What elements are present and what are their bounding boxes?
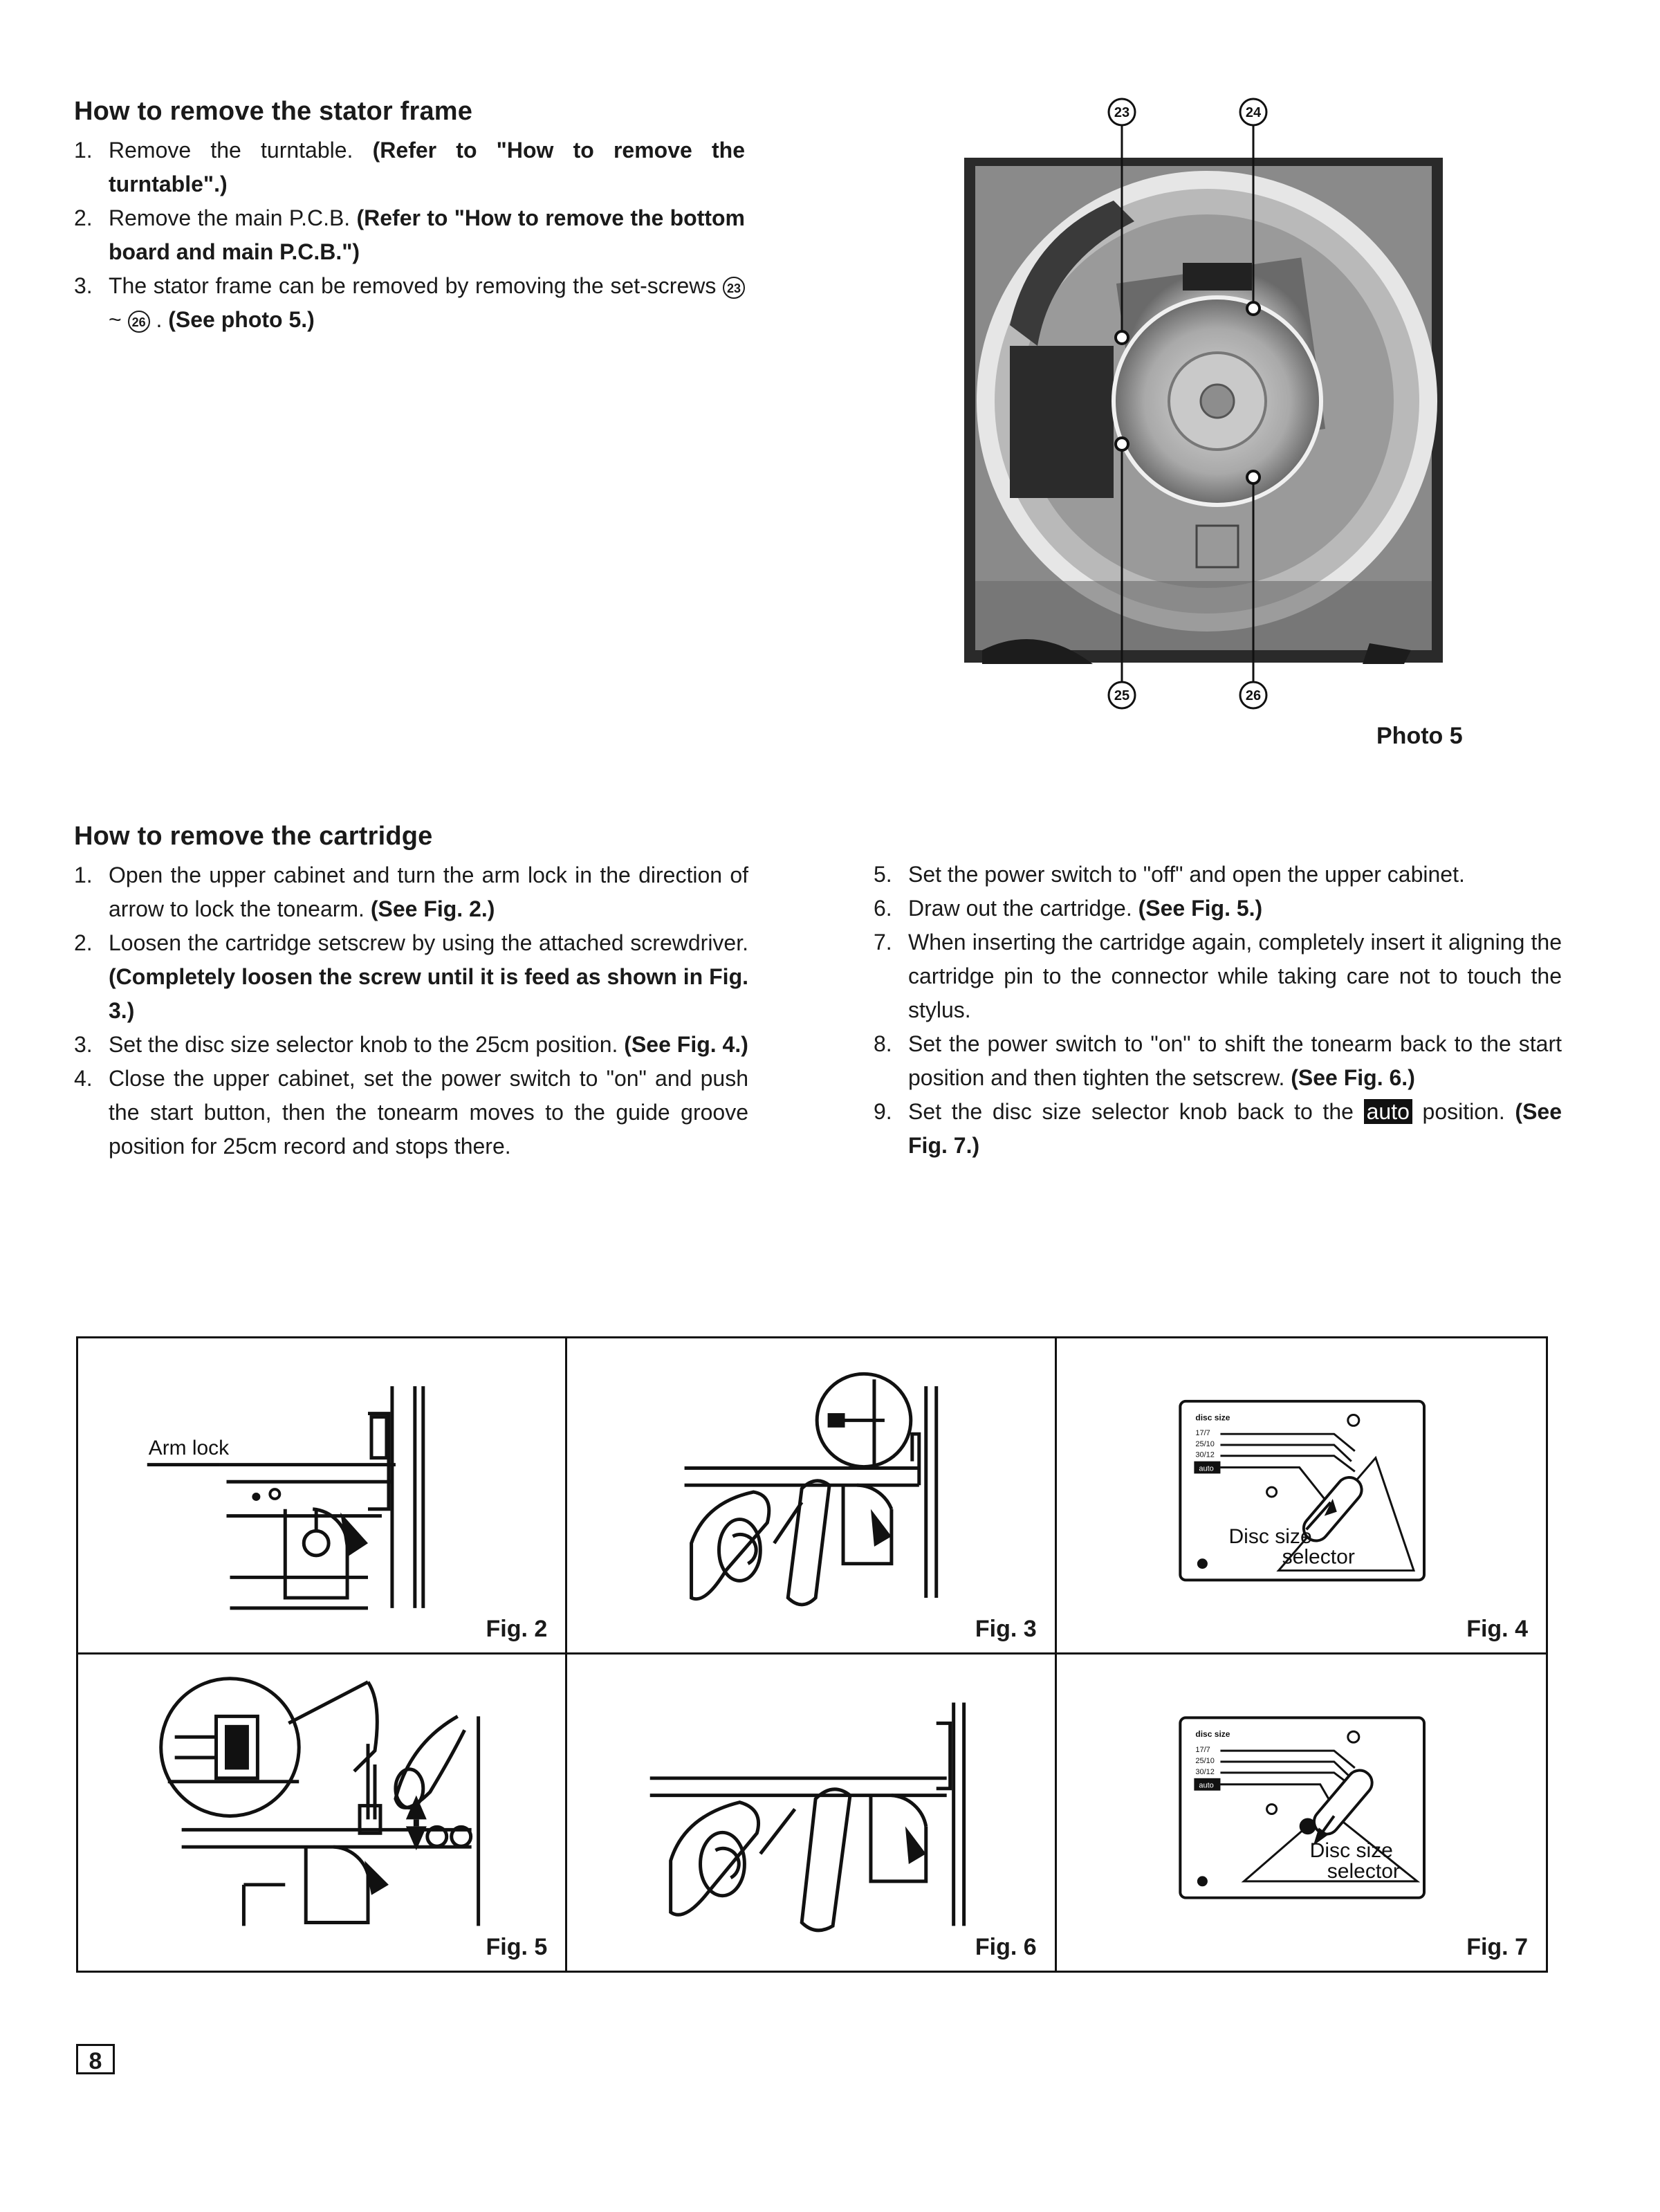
cartridge-step-7: 7. When inserting the cartridge again, completely insert it aligning the cartridge pin to the connector while taking care not to touch the stylus. [874,930,1562,1022]
fig-6-label: Fig. 6 [975,1934,1037,1960]
photo-5 [954,97,1452,719]
fig-4-cell [1057,1338,1546,1655]
size-30-12: 30/12 [1195,1450,1215,1459]
screw-24 [1247,302,1260,315]
fig-3-drawing [567,1338,1054,1652]
fig-7-drawing [1057,1655,1546,1971]
screw-label-24: 24 [1245,105,1262,120]
stator-section [74,97,745,337]
disc-size-title-fig7: disc size [1195,1729,1230,1740]
screw-23 [1116,331,1128,344]
cartridge-step-4: 4. Close the upper cabinet, set the power switch to "on" and push the start button, then the tonearm moves to the guide groove position for 25cm record and stops there. [74,1066,748,1159]
screw-label-23: 23 [1114,105,1130,120]
cartridge-heading: How to remove the cartridge [74,822,433,851]
screw-26 [1247,471,1260,483]
photo-caption: Photo 5 [1376,723,1463,749]
stator-step-1: 1. Remove the turntable. (Refer to "How to remove the turntable".) [74,138,745,196]
disc-size-callout-line2-fig7: selector [1327,1859,1400,1883]
cartridge-step-9: 9. Set the disc size selector knob back to the auto position. (See Fig. 7.) [874,1099,1562,1158]
fig-2-drawing [78,1338,565,1652]
disc-size-callout-line1-fig7: Disc size [1309,1839,1393,1863]
disc-size-callout-line1: Disc size [1228,1525,1312,1549]
fig-7-cell [1057,1655,1546,1971]
disc-size-callout-line2: selector [1282,1545,1355,1569]
fig-4-drawing [1057,1338,1546,1652]
cartridge-step-6: 6. Draw out the cartridge. (See Fig. 5.) [874,896,1263,921]
screw-25 [1116,438,1128,450]
fig-5-cell [78,1655,567,1971]
page-number: 8 [76,2044,115,2074]
fig-2-cell [78,1338,567,1655]
cartridge-step-1: 1. Open the upper cabinet and turn the arm lock in the direction of arrow to lock the tonearm. (See Fig. 2.) [74,863,748,921]
turntable-underside-photo [954,97,1452,719]
fig-3-cell [567,1338,1056,1655]
fig-2-label: Fig. 2 [486,1616,548,1642]
disc-size-title: disc size [1195,1412,1230,1423]
cartridge-step-3: 3. Set the disc size selector knob to the 25cm position. (See Fig. 4.) [74,1032,748,1057]
fig-5-drawing [78,1655,565,1971]
cartridge-step-2: 2. Loosen the cartridge setscrew by using the attached screwdriver. (Completely loosen the screw until it is feed as shown in Fig. 3.) [74,930,748,1023]
screw-number-start: 23 [723,277,745,299]
screw-label-25: 25 [1114,688,1130,703]
cartridge-step-8: 8. Set the power switch to "on" to shift the tonearm back to the start position and then tighten the setscrew. (See Fig. 6.) [874,1031,1562,1090]
size-30-12-fig7: 30/12 [1195,1767,1215,1776]
fig-5-label: Fig. 5 [486,1934,548,1960]
cartridge-steps-right-column [874,858,1562,1163]
auto-position-label: auto [1199,1464,1214,1473]
size-25-10-fig7: 25/10 [1195,1757,1215,1765]
figure-grid [76,1336,1548,1973]
stator-step-2: 2. Remove the main P.C.B. (Refer to "How to remove the bottom board and main P.C.B.") [74,205,745,264]
fig-6-drawing [567,1655,1054,1971]
stator-step-3: 3. The stator frame can be removed by removing the set-screws 23 ~ 26 . (See photo 5.) [74,269,745,337]
size-17-7: 17/7 [1195,1429,1210,1438]
stator-steps [74,133,745,337]
size-17-7-fig7: 17/7 [1195,1746,1210,1755]
cartridge-section [74,822,748,1163]
size-25-10: 25/10 [1195,1440,1215,1448]
cartridge-steps-left [74,858,748,1163]
cartridge-steps-right [874,858,1562,1163]
cartridge-step-5: 5. Set the power switch to "off" and open the upper cabinet. [874,862,1465,887]
auto-badge: auto [1364,1099,1412,1124]
fig-4-label: Fig. 4 [1466,1616,1528,1642]
stator-heading: How to remove the stator frame [74,97,473,126]
arm-lock-callout: Arm lock [148,1436,230,1459]
transformer [1010,346,1114,498]
fig-6-cell [567,1655,1056,1971]
auto-position-label-fig7: auto [1199,1781,1214,1790]
screw-label-26: 26 [1245,688,1262,703]
fig-3-label: Fig. 3 [975,1616,1037,1642]
screw-number-end: 26 [128,311,150,333]
fig-7-label: Fig. 7 [1466,1934,1528,1960]
